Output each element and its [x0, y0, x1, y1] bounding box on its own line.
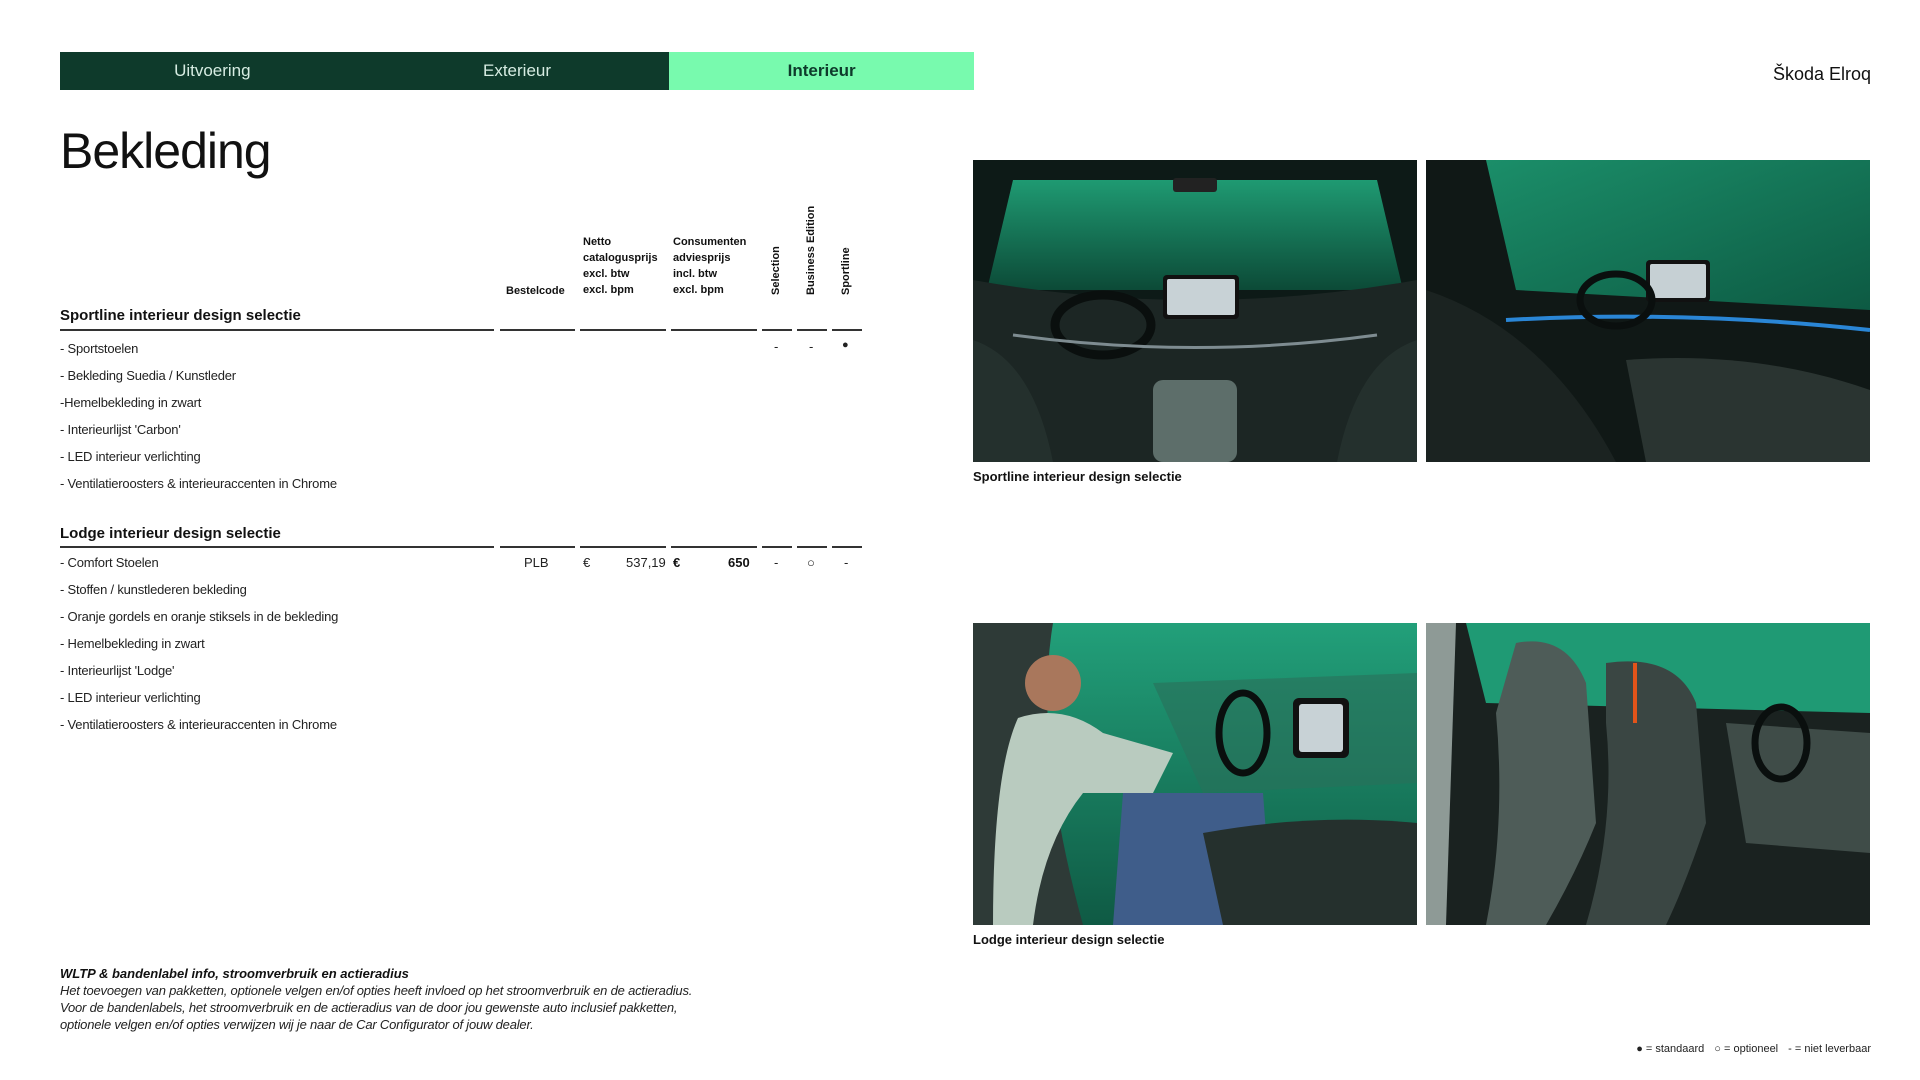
list-item: - LED interieur verlichting	[60, 449, 201, 464]
header-cons-line: Consumenten	[673, 236, 747, 248]
list-item: - Interieurlijst 'Lodge'	[60, 663, 175, 678]
header-netto-line: Netto	[583, 236, 612, 248]
photo-sportline-passenger-side	[1426, 160, 1870, 462]
divider	[797, 546, 827, 548]
cell-business-edition-optional: ○	[807, 555, 815, 570]
photo-lodge-seats	[1426, 623, 1870, 925]
brand-model-label: Škoda Elroq	[1772, 64, 1871, 84]
divider	[500, 546, 575, 548]
header-selection: Selection	[770, 246, 782, 295]
cell-selection: -	[774, 339, 779, 354]
list-item: - Oranje gordels en oranje stiksels in de bekleding	[60, 609, 339, 624]
divider	[580, 329, 666, 331]
divider	[762, 329, 792, 331]
cell-consumenten-price: 650	[728, 555, 750, 570]
footer-title: WLTP & bandenlabel info, stroomverbruik en actieradius	[60, 966, 409, 981]
list-item: - Comfort Stoelen	[60, 555, 159, 570]
header-netto-prijs	[583, 234, 658, 298]
section-title-lodge: Lodge interieur design selectie	[60, 525, 281, 542]
divider	[832, 329, 862, 331]
photo-lodge-driver	[973, 623, 1417, 925]
cell-consumenten-currency: €	[673, 555, 681, 570]
legend-standard: ● = standaard	[1636, 1043, 1705, 1055]
header-netto-line: catalogusprijs	[583, 252, 658, 264]
caption-lodge: Lodge interieur design selectie	[973, 932, 1165, 947]
divider	[832, 546, 862, 548]
photo-sportline-dashboard	[973, 160, 1417, 462]
cell-business-edition: -	[809, 339, 814, 354]
list-item: -Hemelbekleding in zwart	[60, 395, 202, 410]
header-business-edition: Business Edition	[805, 205, 817, 295]
divider	[671, 329, 757, 331]
tab-exterieur[interactable]: Exterieur	[365, 52, 670, 90]
divider	[580, 546, 666, 548]
list-item: - Interieurlijst 'Carbon'	[60, 422, 181, 437]
divider	[500, 329, 575, 331]
legend-not-available: - = niet leverbaar	[1788, 1043, 1871, 1055]
header-netto-line: excl. btw	[583, 268, 630, 280]
tab-interieur[interactable]: Interieur	[669, 52, 974, 90]
header-cons-line: excl. bpm	[673, 284, 724, 296]
legend-optional: ○ = optioneel	[1714, 1043, 1779, 1055]
footer-line: optionele velgen en/of opties verwijzen wij je naar de Car Configurator of jouw dealer.	[60, 1017, 534, 1032]
header-cons-line: incl. btw	[673, 268, 717, 280]
list-item: - Sportstoelen	[60, 341, 139, 356]
section-title-sportline: Sportline interieur design selectie	[60, 307, 301, 324]
header-sportline: Sportline	[840, 247, 852, 295]
header-netto-line: excl. bpm	[583, 284, 634, 296]
cell-sportline-standard: ●	[842, 339, 849, 351]
list-item: - Ventilatieroosters & interieuraccenten in Chrome	[60, 476, 337, 491]
list-item: - Bekleding Suedia / Kunstleder	[60, 368, 236, 383]
cell-netto-price: 537,19	[626, 555, 666, 570]
cell-selection: -	[774, 555, 779, 570]
header-consumenten-prijs	[673, 234, 746, 298]
cell-netto-currency: €	[583, 555, 591, 570]
cell-bestelcode: PLB	[524, 555, 549, 570]
cell-sportline: -	[844, 555, 849, 570]
tab-uitvoering[interactable]: Uitvoering	[60, 52, 365, 90]
caption-sportline: Sportline interieur design selectie	[973, 469, 1182, 484]
header-cons-line: adviesprijs	[673, 252, 731, 264]
divider	[797, 329, 827, 331]
page-title: Bekleding	[60, 123, 271, 179]
list-item: - LED interieur verlichting	[60, 690, 201, 705]
tab-bar	[60, 52, 974, 90]
divider	[60, 329, 494, 331]
footer-line: Voor de bandenlabels, het stroomverbruik en de actieradius van de door jou gewenste auto inclusief pakketten,	[60, 1000, 678, 1015]
legend	[1636, 1043, 1871, 1055]
list-item: - Stoffen / kunstlederen bekleding	[60, 582, 247, 597]
divider	[762, 546, 792, 548]
divider	[671, 546, 757, 548]
divider	[60, 546, 494, 548]
list-item: - Ventilatieroosters & interieuraccenten in Chrome	[60, 717, 337, 732]
footer-line: Het toevoegen van pakketten, optionele velgen en/of opties heeft invloed op het stroomverbruik en de actieradius.	[60, 983, 693, 998]
header-bestelcode: Bestelcode	[506, 285, 565, 297]
list-item: - Hemelbekleding in zwart	[60, 636, 205, 651]
